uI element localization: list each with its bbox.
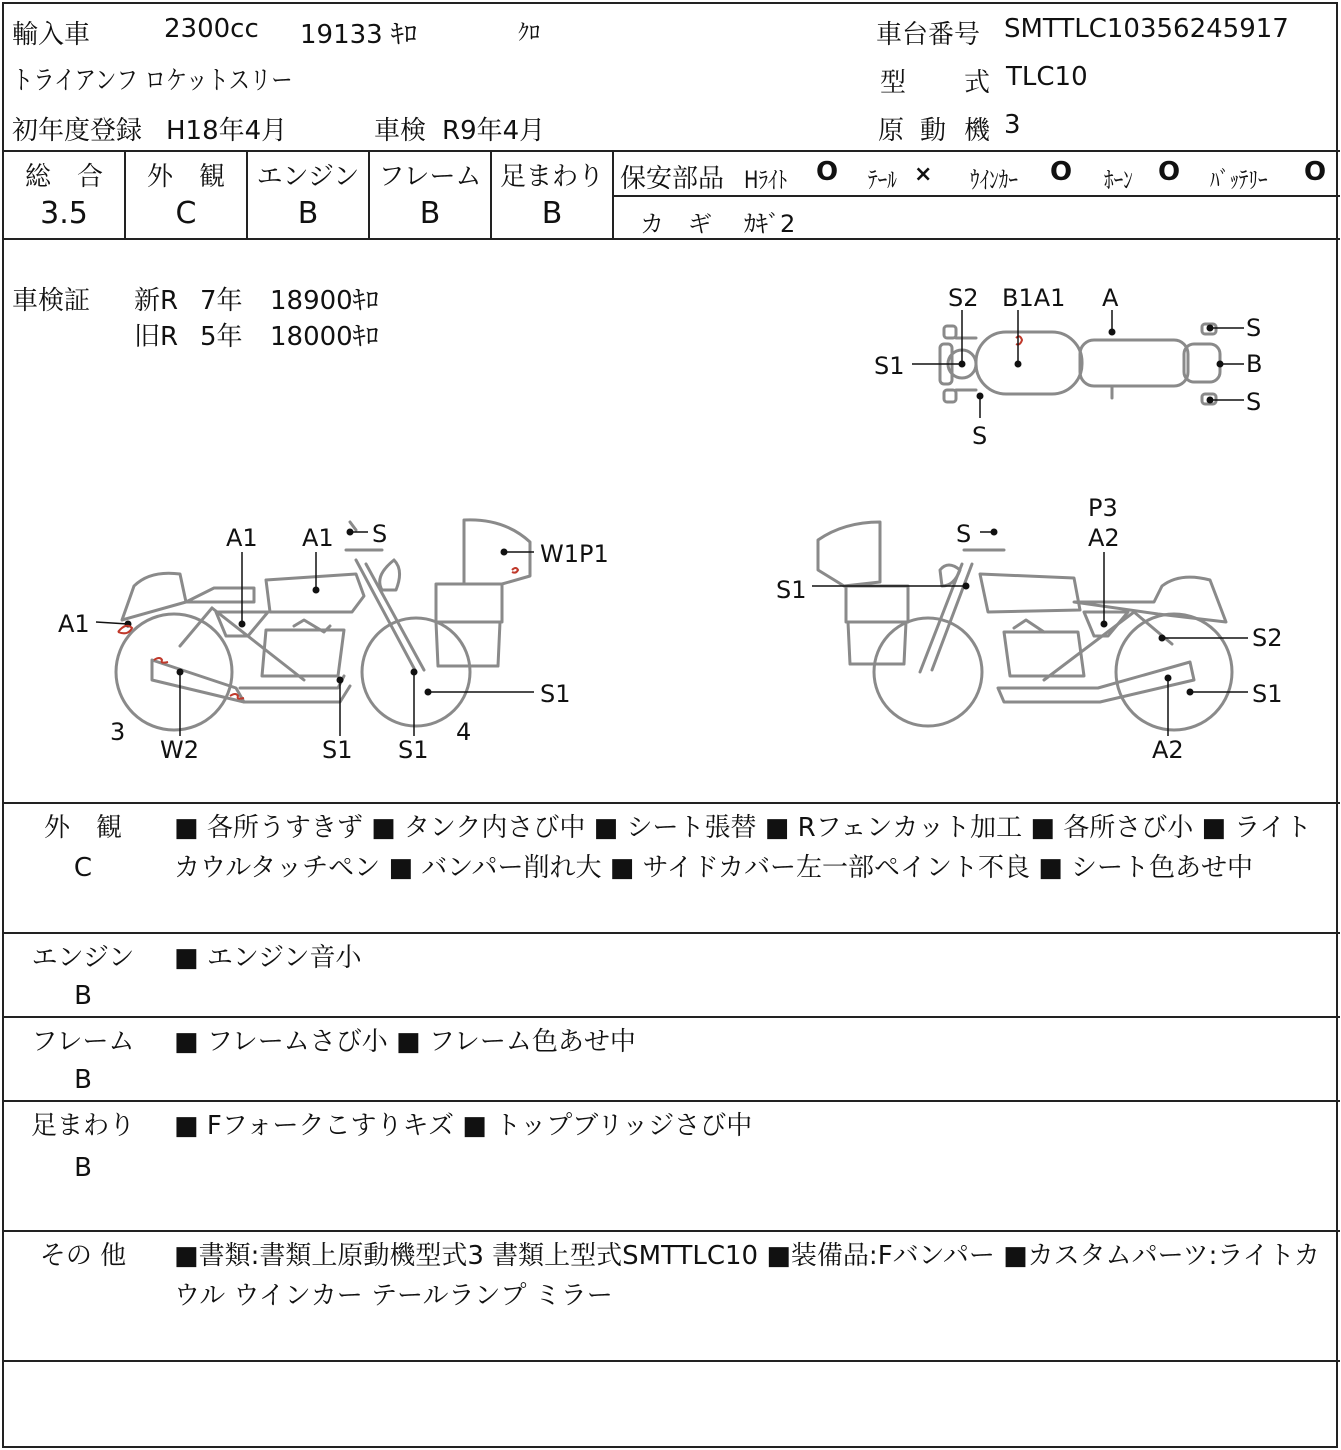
displacement: 2300cc	[164, 14, 259, 44]
remark-exterior-text: ■ 各所うすきず ■ タンク内さび中 ■ シート張替 ■ Rフェンカット加工 ■ 各所さび小 ■ ライトカウルタッチペン ■ バンパー削れ大 ■ サイドカバー左一部ペイント不良 ■ シート色あせ中	[174, 813, 1312, 883]
damage-diagram	[4, 240, 1340, 804]
right-view-bike	[818, 522, 1232, 730]
diagram-label: 3	[110, 718, 126, 746]
diagram-label: S1	[874, 352, 905, 380]
diagram-label: B	[1246, 350, 1263, 378]
overall-grade: 3.5	[40, 196, 88, 231]
divider	[4, 1360, 1340, 1362]
remark-engine-grade: B	[74, 981, 92, 1011]
key-value: ｶｷﾞ2	[744, 210, 796, 238]
safety-headlight-label: Hﾗｲﾄ	[744, 166, 788, 194]
inspection-expiry: R9年4月	[442, 116, 546, 146]
cert-old-r: 旧R	[134, 322, 179, 352]
engine-label-1: 原	[878, 116, 905, 146]
type-label-1: 型	[880, 68, 907, 98]
cert-new-km: 18900ｷﾛ	[270, 286, 379, 316]
left-view-marks	[96, 529, 534, 737]
diagram-label: A2	[1152, 736, 1184, 764]
inspection-cert-label: 車検証	[12, 286, 91, 316]
mileage: 19133 ｷﾛ	[300, 20, 417, 50]
diagram-label: S1	[322, 736, 353, 764]
diagram-label: S	[1246, 388, 1262, 416]
engine-label-3: 機	[964, 116, 991, 146]
diagram-label: S2	[1252, 624, 1283, 652]
diagram-label: A1	[58, 610, 90, 638]
engine-grade: B	[297, 196, 319, 231]
safety-headlight-status: O	[816, 157, 839, 187]
key-label: カ ギ	[640, 210, 712, 238]
safety-horn-label: ﾎｰﾝ	[1104, 166, 1133, 194]
divider	[4, 1100, 1340, 1102]
suspension-grade-label: 足まわり	[499, 162, 604, 192]
mileage-unit-extra: ｸﾛ	[518, 21, 541, 46]
remark-other-text: ■書類:書類上原動機型式3 書類上型式SMTTLC10 ■装備品:Fバンパー ■カスタムパーツ:ライトカウル ウインカー テールランプ ミラー	[174, 1241, 1320, 1311]
remark-exterior-label: 外 観	[43, 813, 122, 843]
divider	[614, 195, 1340, 197]
engine-grade-label: エンジン	[256, 162, 360, 192]
diagram-label: B1A1	[1002, 284, 1066, 312]
cert-old-years: 5年	[200, 322, 243, 352]
import-label: 輸入車	[12, 20, 91, 50]
remark-suspension-grade: B	[74, 1153, 92, 1183]
remark-exterior-grade: C	[73, 853, 93, 883]
safety-battery-label: ﾊﾞｯﾃﾘｰ	[1210, 166, 1268, 194]
divider	[4, 802, 1340, 804]
diagram-label: P3	[1088, 494, 1118, 522]
safety-tail-label: ﾃｰﾙ	[868, 166, 897, 194]
diagram-label: S2	[948, 284, 979, 312]
safety-winker-label: ｳｲﾝｶｰ	[970, 166, 1018, 194]
remark-engine-text: ■ エンジン音小	[174, 943, 362, 973]
safety-horn-status: O	[1158, 157, 1181, 187]
suspension-grade: B	[541, 196, 563, 231]
first-registration-label: 初年度登録	[12, 116, 143, 146]
inspection-label: 車検	[374, 116, 427, 146]
cert-old-km: 18000ｷﾛ	[270, 322, 379, 352]
diagram-label: S1	[1252, 680, 1283, 708]
remark-suspension-label: 足まわり	[30, 1111, 135, 1141]
cert-new-r: 新R	[134, 286, 179, 316]
safety-parts-label: 保安部品	[620, 164, 725, 194]
diagram-label: W1P1	[540, 540, 609, 568]
remark-frame-label: フレーム	[31, 1027, 135, 1057]
engine-model: 3	[1004, 110, 1021, 140]
engine-label-2: 動	[920, 116, 947, 146]
frame-number-label: 車台番号	[876, 20, 981, 50]
cert-new-years: 7年	[200, 286, 243, 316]
frame-grade: B	[419, 196, 441, 231]
model-name: トライアンフ ロケットスリー	[12, 66, 293, 96]
model-type: TLC10	[1006, 62, 1088, 92]
diagram-label: A2	[1088, 524, 1120, 552]
remark-frame-text: ■ フレームさび小 ■ フレーム色あせ中	[174, 1027, 636, 1057]
diagram-label: A1	[302, 524, 334, 552]
safety-tail-status: ×	[914, 162, 933, 187]
remark-other-label: その 他	[39, 1241, 127, 1271]
frame-grade-label: フレーム	[378, 162, 482, 192]
first-registration: H18年4月	[166, 116, 288, 146]
diagram-label: S	[956, 520, 972, 548]
auction-sheet	[2, 2, 1338, 1448]
divider	[4, 1230, 1340, 1232]
top-view-marks	[912, 310, 1244, 418]
diagram-label: 4	[456, 718, 472, 746]
exterior-grade: C	[175, 196, 197, 231]
overall-grade-label: 総 合	[24, 162, 103, 192]
safety-battery-status: O	[1304, 157, 1327, 187]
diagram-label: S	[372, 520, 388, 548]
type-label-2: 式	[964, 68, 991, 98]
diagram-label: A1	[226, 524, 258, 552]
exterior-grade-label: 外 観	[146, 162, 225, 192]
safety-winker-status: O	[1050, 157, 1073, 187]
diagram-label: S1	[776, 576, 807, 604]
diagram-label: S1	[540, 680, 571, 708]
divider	[4, 1016, 1340, 1018]
remark-engine-label: エンジン	[31, 943, 135, 973]
diagram-label: A	[1102, 284, 1119, 312]
diagram-label: S	[1246, 314, 1262, 342]
diagram-label: S1	[398, 736, 429, 764]
frame-number: SMTTLC10356245917	[1004, 14, 1289, 44]
diagram-label: W2	[160, 736, 199, 764]
diagram-label: S	[972, 422, 988, 450]
remark-suspension-text: ■ Fフォークこすりキズ ■ トップブリッジさび中	[174, 1111, 753, 1141]
top-view-bike	[940, 324, 1220, 404]
divider	[4, 932, 1340, 934]
remark-frame-grade: B	[74, 1065, 92, 1095]
divider	[4, 150, 1340, 152]
